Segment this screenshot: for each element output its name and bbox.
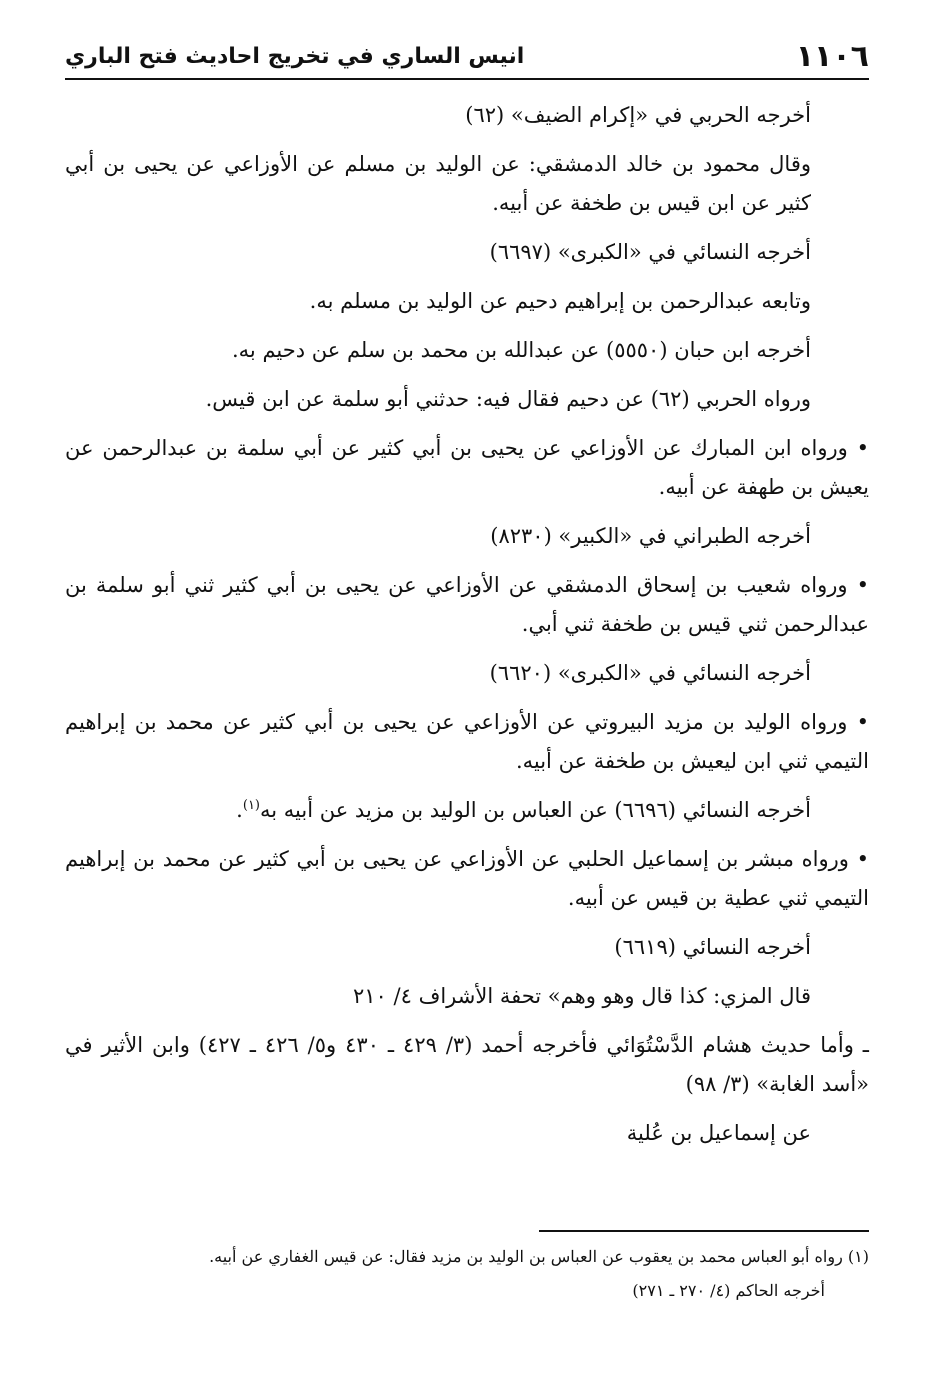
- paragraph-5: أخرجه ابن حبان (٥٥٥٠) عن عبدالله بن محمد بن سلم عن دحيم به.: [231, 338, 811, 362]
- footnote-line-1: (١) رواه أبو العباس محمد بن يعقوب عن العباس بن الوليد بن مزيد فقال: عن قيس الغفاري عن أبيه.: [209, 1247, 869, 1266]
- paragraph-7: • ورواه ابن المبارك عن الأوزاعي عن يحيى بن أبي كثير عن أبي سلمة بن عبدالرحمن عن يعيش بن طهفة عن أبيه.: [65, 436, 869, 499]
- footnotes: [100, 1240, 869, 1308]
- paragraph-12-end: .: [236, 798, 243, 822]
- footnote-marker: (١): [242, 798, 260, 813]
- paragraph-2: وقال محمود بن خالد الدمشقي: عن الوليد بن مسلم عن الأوزاعي عن يحيى بن أبي كثير عن ابن قيس بن طخفة عن أبيه.: [65, 152, 811, 215]
- paragraph-16: ـ وأما حديث هشام الدَّسْتُوَائي فأخرجه أحمد (٣/ ٤٢٩ ـ ٤٣٠ و٥/ ٤٢٦ ـ ٤٢٧) وابن الأثير في «أسد الغابة» (٣/ ٩٨): [65, 1033, 869, 1096]
- paragraph-9: • ورواه شعيب بن إسحاق الدمشقي عن الأوزاعي عن يحيى بن أبي كثير ثني أبو سلمة بن عبدالرحمن ثني قيس بن طخفة ثني أبي.: [65, 573, 869, 636]
- paragraph-3: أخرجه النسائي في «الكبرى» (٦٦٩٧): [489, 240, 811, 264]
- paragraph-6: ورواه الحربي (٦٢) عن دحيم فقال فيه: حدثني أبو سلمة عن ابن قيس.: [205, 387, 811, 411]
- main-text: [65, 96, 869, 1163]
- paragraph-8: أخرجه الطبراني في «الكبير» (٨٢٣٠): [490, 524, 811, 548]
- paragraph-13: • ورواه مبشر بن إسماعيل الحلبي عن الأوزاعي عن يحيى بن أبي كثير عن محمد بن إبراهيم التيمي ثني عطية بن قيس عن أبيه.: [65, 847, 869, 910]
- footnote-divider: [539, 1230, 869, 1232]
- page-number: ١١٠٦: [795, 38, 869, 74]
- footnote-line-2: أخرجه الحاكم (٤/ ٢٧٠ ـ ٢٧١): [632, 1281, 825, 1300]
- paragraph-1: أخرجه الحربي في «إكرام الضيف» (٦٢): [465, 103, 811, 127]
- paragraph-15: قال المزي: كذا قال وهو وهم» تحفة الأشراف ٤/ ٢١٠: [353, 984, 811, 1008]
- paragraph-4: وتابعه عبدالرحمن بن إبراهيم دحيم عن الوليد بن مسلم به.: [309, 289, 811, 313]
- page-header: [65, 34, 869, 80]
- paragraph-10: أخرجه النسائي في «الكبرى» (٦٦٢٠): [489, 661, 811, 685]
- paragraph-11: • ورواه الوليد بن مزيد البيروتي عن الأوزاعي عن يحيى بن أبي كثير عن محمد بن إبراهيم التيمي ثني ابن ليعيش بن طخفة عن أبيه.: [65, 710, 869, 773]
- paragraph-17: عن إسماعيل بن عُلية: [626, 1121, 811, 1145]
- paragraph-12: [65, 791, 869, 830]
- running-title: انيس الساري في تخريج احاديث فتح الباري: [65, 43, 525, 69]
- paragraph-12-text: أخرجه النسائي (٦٦٩٦) عن العباس بن الوليد بن مزيد عن أبيه به: [260, 798, 811, 822]
- paragraph-14: أخرجه النسائي (٦٦١٩): [614, 935, 811, 959]
